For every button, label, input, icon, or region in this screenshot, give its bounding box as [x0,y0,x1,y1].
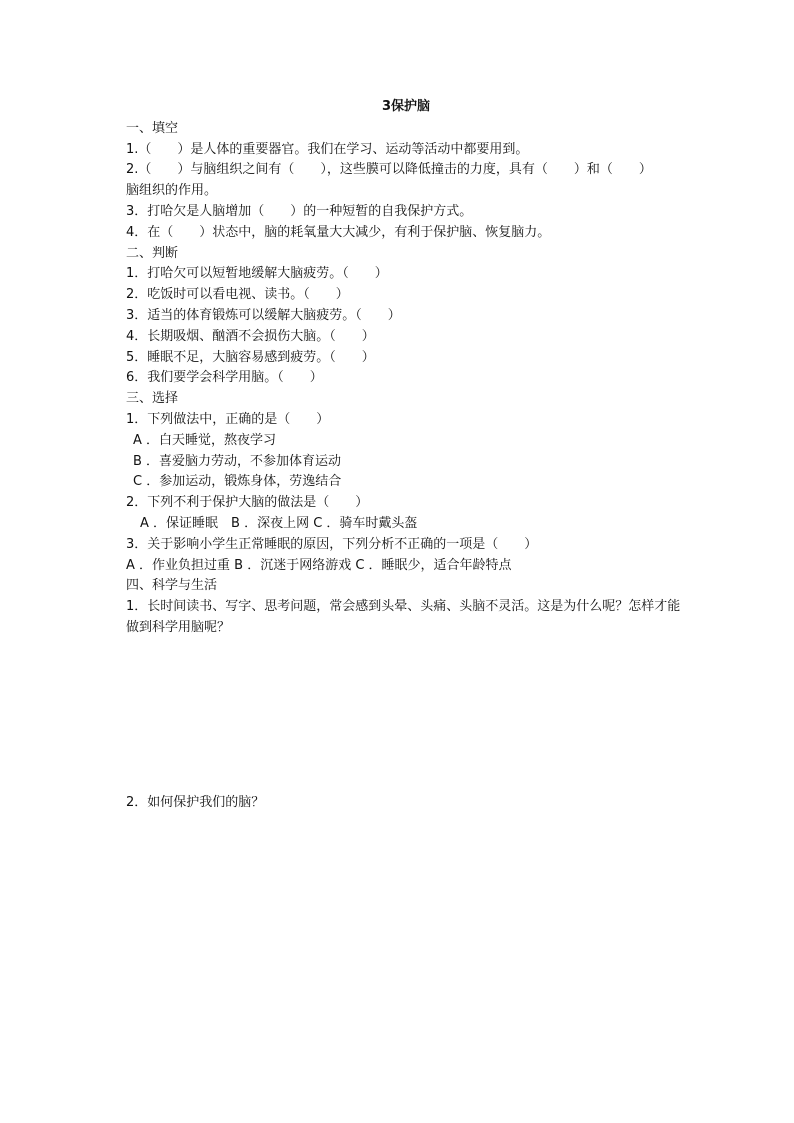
choice-question-3: 3．关于影响小学生正常睡眠的原因，下列分析不正确的一项是（ ） [126,536,538,552]
fill-question-4: 4．在（ ）状态中，脑的耗氧量大大减少，有利于保护脑、恢复脑力。 [126,224,551,240]
fill-question-2: 2.（ ）与脑组织之间有（ ），这些膜可以降低撞击的力度，具有（ ）和（ ） [126,162,652,178]
worksheet-title: 3保护脑 [381,99,431,114]
worksheet [126,97,686,814]
choice-question-1: 1．下列做法中，正确的是（ ） [126,411,330,427]
choice-question-1-option-a: A ．白天睡觉，熬夜学习 [133,432,277,448]
answer-space-question-1 [126,639,686,793]
choice-question-1-option-b: B ．喜爱脑力劳动，不参加体育运动 [133,453,342,469]
choice-question-1-option-c: C ．参加运动，锻炼身体，劳逸结合 [133,474,342,490]
judge-question-4: 4．长期吸烟、酗酒不会损伤大脑。（ ） [126,328,375,344]
fill-question-1: 1.（ ）是人体的重要器官。我们在学习、运动等活动中都要用到。 [126,141,529,157]
section-heading-fill-in: 一、填空 [126,120,179,136]
section-heading-science-life: 四、科学与生活 [126,578,218,594]
judge-question-1: 1．打哈欠可以短暂地缓解大脑疲劳。（ ） [126,266,388,282]
choice-question-2-options: A ．保证睡眠 B ．深夜上网 C ．骑车时戴头盔 [140,515,418,531]
fill-question-3: 3．打哈欠是人脑增加（ ）的一种短暂的自我保护方式。 [126,203,473,219]
life-question-1: 1．长时间读书、写字、思考问题，常会感到头晕、头痛、头脑不灵活。这是为什么呢？怎样才能做到科学用脑呢？ [126,599,681,635]
fill-question-2-continuation: 脑组织的作用。 [126,183,218,199]
judge-question-3: 3．适当的体育锻炼可以缓解大脑疲劳。（ ） [126,307,401,323]
judge-question-2: 2．吃饭时可以看电视、读书。（ ） [126,287,349,303]
section-heading-choice: 三、选择 [126,391,179,407]
choice-question-3-options: A ．作业负担过重 B ．沉迷于网络游戏 C ．睡眠少，适合年龄特点 [126,557,512,573]
judge-question-5: 5．睡眠不足，大脑容易感到疲劳。（ ） [126,349,375,365]
judge-question-6: 6．我们要学会科学用脑。（ ） [126,370,323,386]
section-heading-judge: 二、判断 [126,245,179,261]
life-question-2: 2．如何保护我们的脑？ [126,794,265,810]
choice-question-2: 2．下列不利于保护大脑的做法是（ ） [126,495,369,511]
